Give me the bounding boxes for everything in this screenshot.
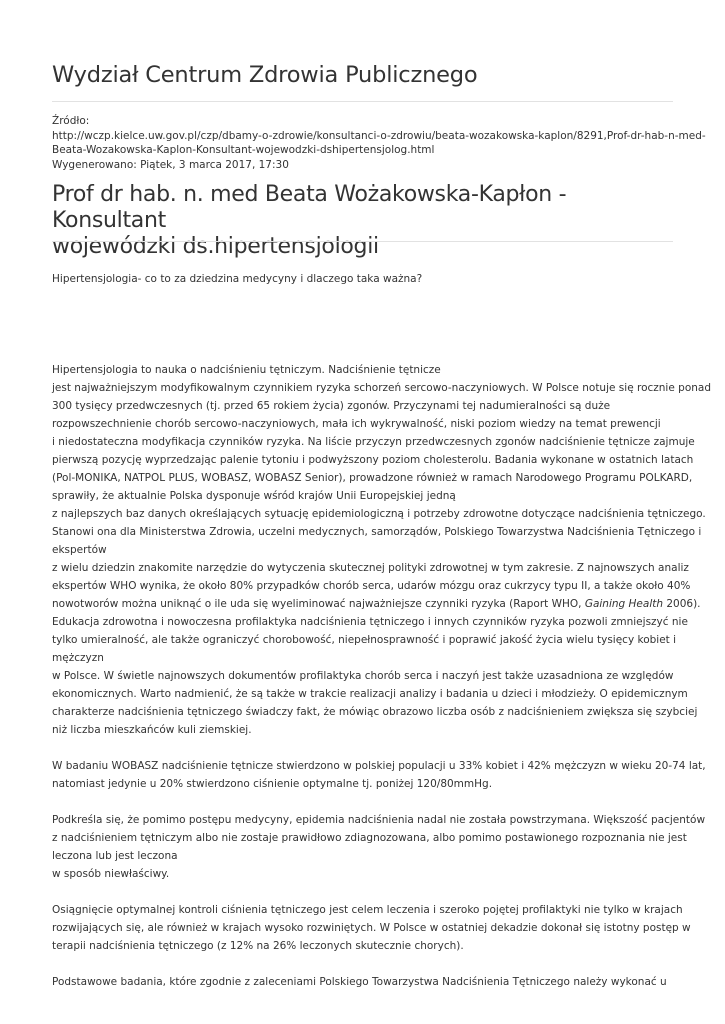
text-line: leczona lub jest leczona — [52, 850, 178, 862]
text-line: 300 tysięcy przedwczesnych (tj. przed 65 rokiem życia) zgonów. Przyczynami tej nadumieralności są duże — [52, 400, 611, 412]
text-line: rozpowszechnienie chorób sercowo-naczyniowych, mała ich wykrywalność, niski poziom wiedzy na temat prewencji — [52, 418, 661, 430]
text-line: ekonomicznych. Warto nadmienić, że są także w trakcie realizacji analizy i badania u dzieci i młodzieży. O epidemicznym — [52, 688, 688, 700]
text-line — [52, 595, 701, 613]
text-line: mężczyzn — [52, 652, 104, 664]
text-line: Edukacja zdrowotna i nowoczesna profilaktyka nadciśnienia tętniczego i innych czynników ryzyka pozwoli zmniejszyć nie — [52, 616, 688, 628]
text-line: jest najważniejszym modyfikowalnym czynnikiem ryzyka schorzeń sercowo-naczyniowych. W Polsce notuje się rocznie ponad — [52, 382, 711, 394]
text-line: w Polsce. W świetle najnowszych dokumentów profilaktyka chorób serca i naczyń jest także uzasadniona ze względów — [52, 670, 674, 682]
text-line: terapii nadciśnienia tętniczego (z 12% na 26% leczonych skutecznie chorych). — [52, 940, 464, 952]
source-label: Źródło: — [52, 115, 90, 127]
text-line: ekspertów — [52, 544, 107, 556]
text-line: i niedostateczna modyfikacja czynników ryzyka. Na liście przyczyn przedwczesnych zgonów nadciśnienie tętnicze zajmuje — [52, 436, 695, 448]
text-line: (Pol-MONIKA, NATPOL PLUS, WOBASZ, WOBASZ Senior), prowadzone również w ramach Narodowego Programu POLKARD, — [52, 472, 693, 484]
source-url-continued[interactable]: Beata-Wozakowska-Kaplon-Konsultant-wojewodzki-dshipertensjolog.html — [52, 144, 435, 156]
text-line: z najlepszych baz danych określających sytuację epidemiologiczną i potrzeby zdrowotne dotyczące nadciśnienia tętniczego. — [52, 508, 706, 520]
text-line: z nadciśnieniem tętniczym albo nie zostaje prawidłowo zdiagnozowana, albo pomimo postawionego rozpoznania nie jest — [52, 832, 687, 844]
divider — [52, 241, 673, 242]
article-title-line: Prof dr hab. n. med Beata Wożakowska-Kapłon - Konsultant — [52, 182, 567, 233]
text-line: charakterze nadciśnienia tętniczego świadczy fakt, że mówiąc obrazowo liczba osób z nadciśnieniem zwiększa się szybciej — [52, 706, 698, 718]
text-line: tylko umieralność, ale także ograniczyć chorobowość, niepełnosprawność i poprawić jakość życia wielu tysięcy kobiet i — [52, 634, 677, 646]
article-body — [52, 361, 711, 991]
source-meta — [52, 114, 706, 172]
text-line: rozwijających się, ale również w krajach wysoko rozwiniętych. W Polsce w ostatniej dekadzie dokonał się istotny postęp w — [52, 922, 691, 934]
text-line: Podstawowe badania, które zgodnie z zaleceniami Polskiego Towarzystwa Nadciśnienia Tętniczego należy wykonać u — [52, 976, 667, 988]
text-line: niż liczba mieszkańców kuli ziemskiej. — [52, 724, 252, 736]
text-line: Hipertensjologia to nauka o nadciśnieniu tętniczym. Nadciśnienie tętnicze — [52, 364, 441, 376]
article-title — [52, 182, 673, 260]
text-segment: nowotworów można uniknąć o ile uda się wyeliminować najważniejsze czynniki ryzyka (Raport WHO, — [52, 598, 585, 610]
intro-question: Hipertensjologia- co to za dziedzina medycyny i dlaczego taka ważna? — [52, 273, 423, 285]
text-line: pierwszą pozycję wyprzedzając palenie tytoniu i podwyższony poziom cholesterolu. Badania wykonane w ostatnich latach — [52, 454, 694, 466]
article-title-line: wojewódzki ds.hipertensjologii — [52, 234, 379, 259]
text-line: Osiągnięcie optymalnej kontroli ciśnienia tętniczego jest celem leczenia i szeroko pojętej profilaktyki nie tylko w krajach — [52, 904, 683, 916]
divider — [52, 101, 673, 102]
report-title-emphasis: Gaining Health — [584, 598, 664, 610]
text-line: z wielu dziedzin znakomite narzędzie do wytyczenia skutecznej polityki zdrowotnej w tym zakresie. Z najnowszych analiz — [52, 562, 689, 574]
source-url[interactable]: http://wczp.kielce.uw.gov.pl/czp/dbamy-o-zdrowie/konsultanci-o-zdrowiu/beata-wozakowska-kaplon/8291,Prof-dr-hab-n-med- — [52, 129, 706, 142]
text-segment: 2006). — [663, 598, 701, 610]
text-line: ekspertów WHO wynika, że około 80% przypadków chorób serca, udarów mózgu oraz cukrzycy typu II, a także około 40% — [52, 580, 691, 592]
generated-date: Wygenerowano: Piątek, 3 marca 2017, 17:30 — [52, 158, 289, 171]
site-title: Wydział Centrum Zdrowia Publicznego — [52, 62, 478, 88]
text-line: W badaniu WOBASZ nadciśnienie tętnicze stwierdzono w polskiej populacji u 33% kobiet i 42% mężczyzn w wieku 20-74 lat, — [52, 760, 706, 772]
text-line: sprawiły, że aktualnie Polska dysponuje wśród krajów Unii Europejskiej jedną — [52, 490, 456, 502]
text-line: Podkreśla się, że pomimo postępu medycyny, epidemia nadciśnienia nadal nie została powstrzymana. Większość pacjentów — [52, 814, 706, 826]
text-line: w sposób niewłaściwy. — [52, 868, 170, 880]
text-line: natomiast jedynie u 20% stwierdzono ciśnienie optymalne tj. poniżej 120/80mmHg. — [52, 778, 493, 790]
text-line: Stanowi ona dla Ministerstwa Zdrowia, uczelni medycznych, samorządów, Polskiego Towarzystwa Nadciśnienia Tętniczego i — [52, 526, 702, 538]
